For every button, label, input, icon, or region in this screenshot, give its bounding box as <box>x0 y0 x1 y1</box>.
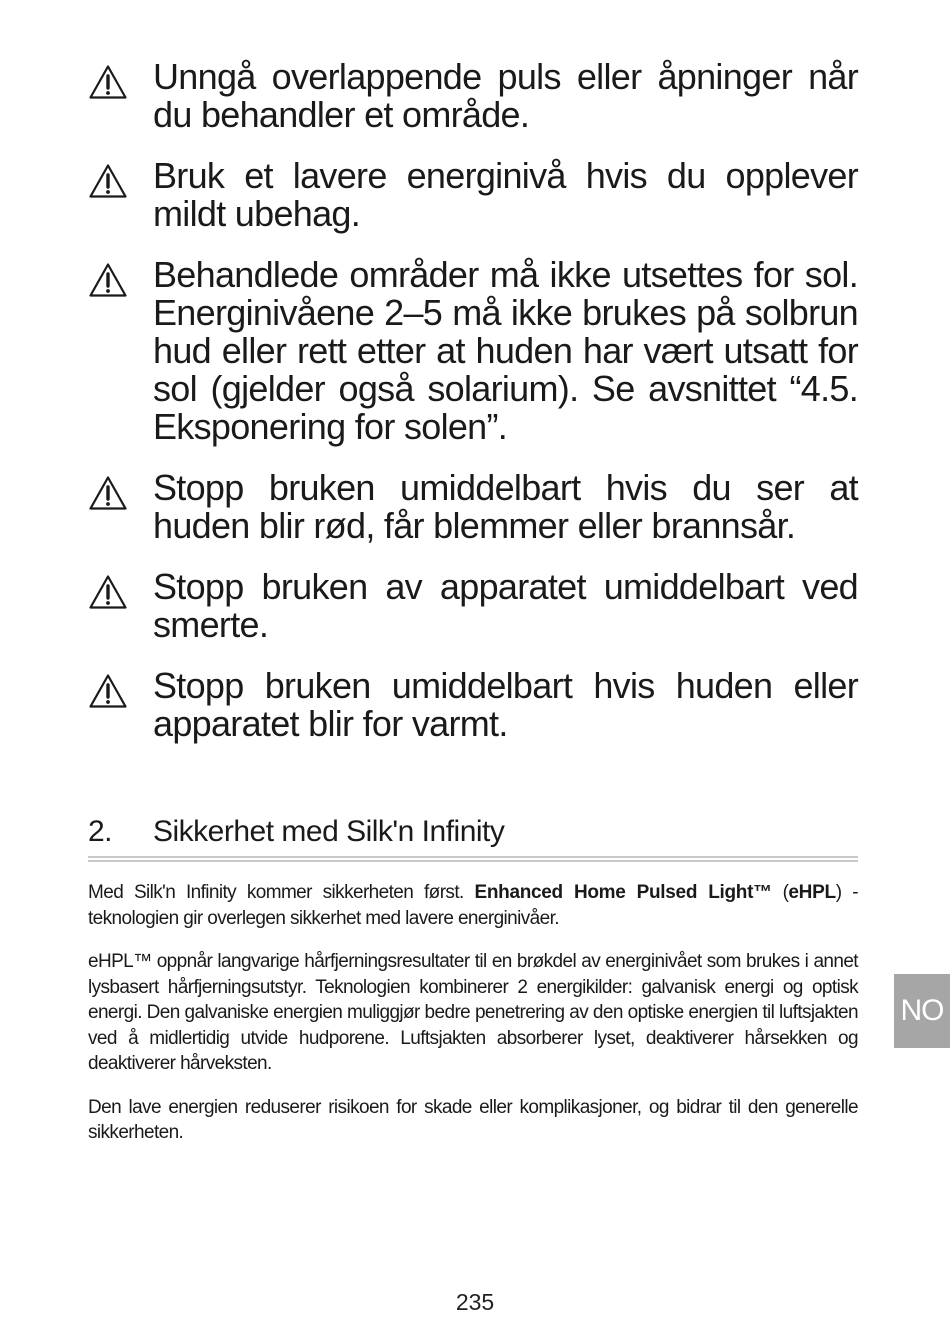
warning-triangle-icon <box>88 475 128 511</box>
warning-triangle-icon <box>88 64 128 100</box>
warning-text: Behandlede områder må ikke utsettes for sol. Energinivåene 2–5 må ikke brukes på solbrun hud eller rett etter at huden har vært utsatt for sol (gjelder også solarium). Se avsnittet “4.5. Eksponering for solen”. <box>153 254 858 447</box>
warning-item <box>88 568 858 644</box>
bold-term: Enhanced Home Pulsed Light™ <box>474 882 772 903</box>
warning-item <box>88 256 858 446</box>
section-title: Sikkerhet med Silk'n Infinity <box>153 815 505 848</box>
warning-list <box>88 58 858 766</box>
paragraph-text: ( <box>771 882 789 903</box>
warning-triangle-icon <box>88 262 128 298</box>
warning-item <box>88 469 858 545</box>
warning-triangle-icon <box>88 673 128 709</box>
heading-divider <box>88 856 858 862</box>
warning-item <box>88 58 858 134</box>
language-tab: NO <box>894 974 950 1048</box>
paragraph-ehpl: eHPL™ oppnår langvarige hårfjerningsresultater til en brøkdel av energinivået som brukes i annet lysbasert hårfjerningsutstyr. Teknologien kombinerer 2 energikilder: galvanisk energi og optisk energi. Den galvaniske energien muliggjør bedre penetrering av den optiske energien til luftsjakten ved å midlertidig utvide hudporene. Luftsjakten absorberer lyset, deaktiverer hårsekken og deaktiverer hårveksten. <box>88 951 858 1074</box>
section-number: 2. <box>88 815 113 848</box>
page-number: 235 <box>455 1289 495 1315</box>
warning-triangle-icon <box>88 163 128 199</box>
warning-text: Stopp bruken umiddelbart hvis huden eller apparatet blir for varmt. <box>153 665 858 744</box>
warning-text: Stopp bruken umiddelbart hvis du ser at huden blir rød, får blemmer eller brannsår. <box>153 467 858 546</box>
warning-triangle-icon <box>88 574 128 610</box>
warning-text: Unngå overlappende puls eller åpninger når du behandler et område. <box>153 56 858 135</box>
warning-text: Bruk et lavere energinivå hvis du opplever mildt ubehag. <box>153 155 858 234</box>
paragraph-text: ) -teknologien gir overlegen sikkerhet med lavere energinivåer. <box>88 882 859 929</box>
warning-item <box>88 667 858 743</box>
paragraph-intro <box>88 880 858 931</box>
warning-text: Stopp bruken av apparatet umiddelbart ved smerte. <box>153 566 858 645</box>
section-body <box>88 880 858 1164</box>
paragraph-text: Med Silk'n Infinity kommer sikkerheten først. <box>88 882 475 903</box>
section-heading <box>88 812 858 852</box>
paragraph-low-energy: Den lave energien reduserer risikoen for skade eller komplikasjoner, og bidrar til den generelle sikkerheten. <box>88 1096 858 1143</box>
bold-term: eHPL <box>788 882 836 903</box>
warning-item <box>88 157 858 233</box>
